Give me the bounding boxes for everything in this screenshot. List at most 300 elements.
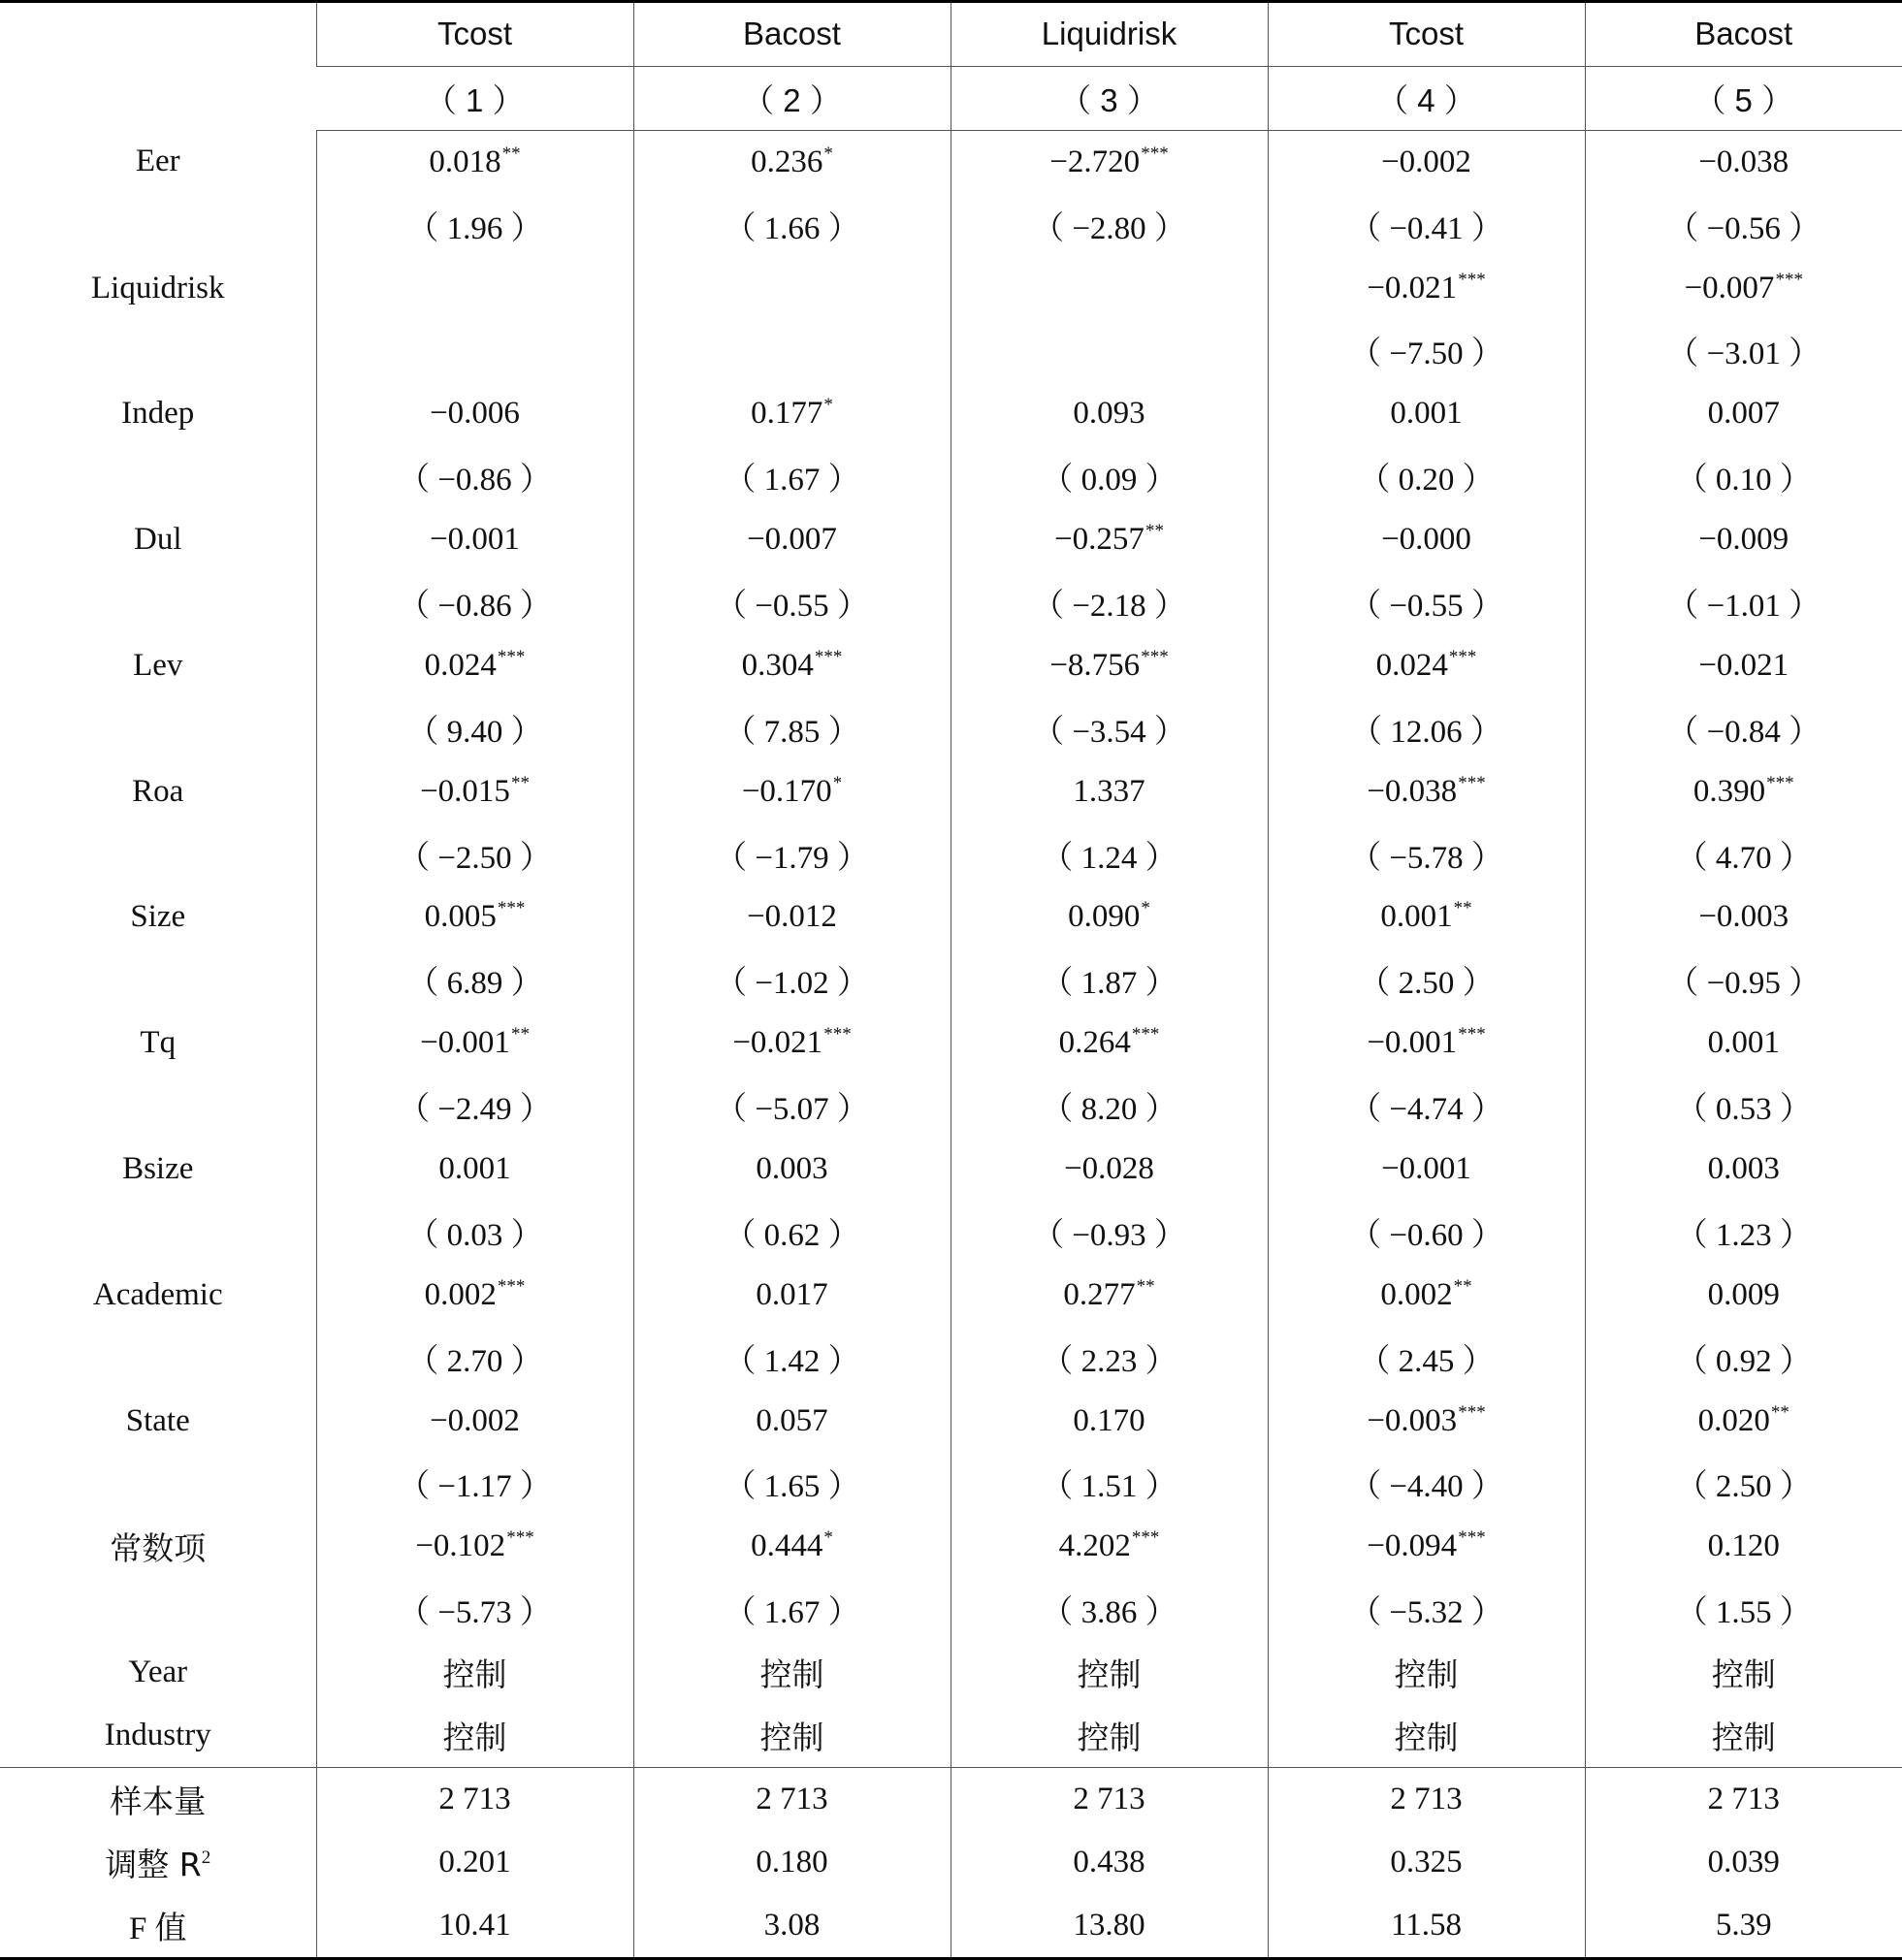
variable-name-spacer xyxy=(0,1075,316,1138)
t-stat-cell: （ 1.24 ） xyxy=(951,823,1268,886)
coef-cell xyxy=(1585,634,1902,697)
coef-cell xyxy=(1268,634,1585,697)
stat-value: 2 713 xyxy=(633,1767,951,1830)
coef-value: −0.009 xyxy=(1698,522,1789,558)
stat-value: 2 713 xyxy=(1585,1767,1902,1830)
coef-row xyxy=(0,130,1902,193)
control-value: 控制 xyxy=(1268,1704,1585,1767)
significance-stars: *** xyxy=(1141,646,1169,667)
variable-name: Bsize xyxy=(122,1150,194,1186)
control-value: 控制 xyxy=(633,1641,951,1704)
t-stat-row xyxy=(0,1075,1902,1138)
t-stat-cell: （ 1.42 ） xyxy=(633,1327,951,1390)
variable-name-spacer xyxy=(0,571,316,634)
t-stat-cell xyxy=(951,319,1268,382)
t-stat-cell: （ 2.45 ） xyxy=(1268,1327,1585,1390)
stat-label-f-value: F 值 xyxy=(0,1894,316,1958)
coef-value: −0.038 xyxy=(1698,144,1789,179)
coef-cell xyxy=(1268,1012,1585,1075)
coef-cell xyxy=(633,634,951,697)
t-stat-cell: （ 1.55 ） xyxy=(1585,1578,1902,1641)
coef-cell xyxy=(316,1390,633,1453)
significance-stars: *** xyxy=(1131,1024,1160,1045)
variable-name: Tq xyxy=(140,1025,177,1061)
model-number-1: （ 1 ） xyxy=(316,66,633,130)
t-stat-cell: （ −4.40 ） xyxy=(1268,1452,1585,1515)
coef-value: 0.090 xyxy=(1068,899,1141,935)
t-stat-cell: （ −5.07 ） xyxy=(633,1075,951,1138)
variable-name: Liquidrisk xyxy=(91,270,225,305)
coef-cell xyxy=(633,508,951,571)
coef-cell xyxy=(951,1012,1268,1075)
t-stat-cell: （ 2.50 ） xyxy=(1585,1452,1902,1515)
coef-value: 0.177 xyxy=(751,396,823,432)
t-stat-cell: （ −0.60 ） xyxy=(1268,1201,1585,1264)
stat-value: 0.201 xyxy=(316,1831,633,1894)
variable-name-spacer xyxy=(0,948,316,1012)
coef-cell xyxy=(316,1515,633,1578)
t-stat-cell: （ −0.86 ） xyxy=(316,571,633,634)
t-stat-cell: （ −5.73 ） xyxy=(316,1578,633,1641)
t-stat-cell: （ −0.56 ） xyxy=(1585,194,1902,257)
coef-value: 0.024 xyxy=(1375,647,1448,683)
coef-row xyxy=(0,1264,1902,1327)
control-value: 控制 xyxy=(951,1704,1268,1767)
coef-value: 0.003 xyxy=(1707,1150,1780,1186)
coef-value: −0.007 xyxy=(1684,270,1775,305)
stat-value: 0.039 xyxy=(1585,1831,1902,1894)
significance-stars: ** xyxy=(501,143,521,164)
t-stat-cell: （ −1.01 ） xyxy=(1585,571,1902,634)
adj-r2-label-text: 调整 R xyxy=(105,1845,202,1883)
coef-value: 0.093 xyxy=(1073,396,1145,432)
coef-value: −0.170 xyxy=(741,773,832,809)
coef-cell xyxy=(1268,130,1585,193)
variable-name-spacer xyxy=(0,445,316,508)
coef-value: −0.001 xyxy=(430,522,520,558)
coef-cell xyxy=(951,634,1268,697)
model-number-2: （ 2 ） xyxy=(633,66,951,130)
t-stat-row xyxy=(0,1452,1902,1515)
significance-stars: ** xyxy=(510,772,530,793)
significance-stars: * xyxy=(1141,898,1150,919)
t-stat-cell: （ 1.96 ） xyxy=(316,194,633,257)
coef-row xyxy=(0,257,1902,320)
significance-stars: *** xyxy=(1448,646,1477,667)
model-number-4: （ 4 ） xyxy=(1268,66,1585,130)
significance-stars: * xyxy=(832,772,843,793)
model-number-5: （ 5 ） xyxy=(1585,66,1902,130)
coef-value: 0.017 xyxy=(756,1276,828,1312)
variable-name-spacer xyxy=(0,823,316,886)
significance-stars: ** xyxy=(1136,1275,1155,1297)
header-col-5: Bacost xyxy=(1585,2,1902,67)
coef-value: −2.720 xyxy=(1049,144,1141,179)
stat-value: 3.08 xyxy=(633,1894,951,1958)
coef-cell xyxy=(1268,760,1585,823)
coef-cell xyxy=(316,1138,633,1201)
t-stat-cell: （ −0.41 ） xyxy=(1268,194,1585,257)
coef-cell xyxy=(633,1515,951,1578)
coef-value: −0.015 xyxy=(420,773,510,809)
t-stat-row xyxy=(0,571,1902,634)
variable-name-spacer xyxy=(0,319,316,382)
stat-value: 0.438 xyxy=(951,1831,1268,1894)
coef-value: −0.028 xyxy=(1064,1150,1154,1186)
stat-value: 13.80 xyxy=(951,1894,1268,1958)
variable-name-spacer xyxy=(0,697,316,760)
stat-row-f-value xyxy=(0,1894,1902,1958)
coef-row xyxy=(0,1138,1902,1201)
coef-value: 0.120 xyxy=(1707,1528,1780,1564)
coef-row xyxy=(0,508,1902,571)
coef-value: −0.001 xyxy=(420,1025,510,1061)
t-stat-row xyxy=(0,1327,1902,1390)
coef-cell xyxy=(1585,257,1902,320)
coef-value: −0.021 xyxy=(732,1025,823,1061)
significance-stars: *** xyxy=(497,898,526,919)
stat-label-adj-r2 xyxy=(0,1831,316,1894)
significance-stars: *** xyxy=(1458,1401,1486,1423)
table-footer xyxy=(0,1767,1902,1958)
coef-cell xyxy=(1585,1264,1902,1327)
t-stat-cell: （ 0.03 ） xyxy=(316,1201,633,1264)
coef-value: 0.057 xyxy=(756,1402,828,1438)
t-stat-cell: （ 1.87 ） xyxy=(951,948,1268,1012)
significance-stars: *** xyxy=(1458,1024,1486,1045)
coef-value: 0.003 xyxy=(756,1150,828,1186)
coef-cell xyxy=(316,1012,633,1075)
coef-cell xyxy=(633,1012,951,1075)
t-stat-row xyxy=(0,697,1902,760)
significance-stars: *** xyxy=(506,1527,534,1549)
control-row xyxy=(0,1704,1902,1767)
significance-stars: *** xyxy=(823,1024,852,1045)
stat-row-adj-r2 xyxy=(0,1831,1902,1894)
t-stat-cell: （ −0.84 ） xyxy=(1585,697,1902,760)
stat-value: 11.58 xyxy=(1268,1894,1585,1958)
variable-name-spacer xyxy=(0,1578,316,1641)
t-stat-cell: （ 1.66 ） xyxy=(633,194,951,257)
coef-cell xyxy=(633,885,951,948)
significance-stars: *** xyxy=(497,1275,526,1297)
coef-value: −0.003 xyxy=(1367,1402,1458,1438)
coef-cell xyxy=(316,382,633,445)
stat-value: 0.180 xyxy=(633,1831,951,1894)
coef-cell xyxy=(951,382,1268,445)
t-stat-cell: （ −2.50 ） xyxy=(316,823,633,886)
t-stat-cell: （ 0.10 ） xyxy=(1585,445,1902,508)
coef-cell xyxy=(951,130,1268,193)
stat-value: 0.325 xyxy=(1268,1831,1585,1894)
header-col-3: Liquidrisk xyxy=(951,2,1268,67)
coef-value: −0.000 xyxy=(1381,522,1471,558)
t-stat-cell: （ 1.65 ） xyxy=(633,1452,951,1515)
coef-value: 0.277 xyxy=(1063,1276,1136,1312)
t-stat-cell: （ −3.54 ） xyxy=(951,697,1268,760)
t-stat-cell: （ −7.50 ） xyxy=(1268,319,1585,382)
coef-row xyxy=(0,760,1902,823)
control-name: Year xyxy=(128,1655,188,1690)
t-stat-cell: （ −2.49 ） xyxy=(316,1075,633,1138)
significance-stars: ** xyxy=(1453,1275,1472,1297)
coef-cell xyxy=(1268,382,1585,445)
control-value: 控制 xyxy=(1585,1704,1902,1767)
t-stat-cell: （ 8.20 ） xyxy=(951,1075,1268,1138)
coef-cell xyxy=(633,1264,951,1327)
control-value: 控制 xyxy=(951,1641,1268,1704)
coef-cell xyxy=(633,1390,951,1453)
control-value: 控制 xyxy=(316,1704,633,1767)
coef-cell xyxy=(316,508,633,571)
coef-cell xyxy=(1268,1138,1585,1201)
coef-value: 0.024 xyxy=(424,647,497,683)
t-stat-row xyxy=(0,1578,1902,1641)
t-stat-cell xyxy=(316,319,633,382)
significance-stars: * xyxy=(823,395,833,416)
control-row xyxy=(0,1641,1902,1704)
coef-value: −0.002 xyxy=(430,1402,520,1438)
coef-value: −0.003 xyxy=(1698,899,1789,935)
coef-row xyxy=(0,1390,1902,1453)
t-stat-cell: （ 9.40 ） xyxy=(316,697,633,760)
coef-value: 1.337 xyxy=(1073,773,1145,809)
coef-value: 0.390 xyxy=(1692,773,1766,809)
coef-cell xyxy=(951,257,1268,320)
stat-value: 2 713 xyxy=(316,1767,633,1830)
coef-row xyxy=(0,382,1902,445)
variable-name: State xyxy=(125,1402,190,1438)
coef-cell xyxy=(316,760,633,823)
coef-value: 0.444 xyxy=(751,1528,823,1564)
coef-value: 0.236 xyxy=(751,144,823,179)
t-stat-cell: （ −2.80 ） xyxy=(951,194,1268,257)
coef-value: −0.012 xyxy=(747,899,837,935)
t-stat-cell: （ 7.85 ） xyxy=(633,697,951,760)
coef-value: −0.038 xyxy=(1367,773,1458,809)
coef-value: 0.001 xyxy=(1380,899,1453,935)
t-stat-cell: （ −0.55 ） xyxy=(633,571,951,634)
stat-row-sample-size xyxy=(0,1767,1902,1830)
coef-value: 0.002 xyxy=(424,1276,497,1312)
variable-name: Dul xyxy=(134,522,182,558)
coef-value: 0.007 xyxy=(1707,396,1780,432)
variable-name: Eer xyxy=(135,144,180,179)
coef-cell xyxy=(1585,382,1902,445)
coef-value: 4.202 xyxy=(1058,1528,1131,1564)
header-col-1: Tcost xyxy=(316,2,633,67)
coef-cell xyxy=(633,382,951,445)
t-stat-row xyxy=(0,319,1902,382)
t-stat-cell: （ 1.51 ） xyxy=(951,1452,1268,1515)
significance-stars: *** xyxy=(1766,772,1794,793)
t-stat-cell: （ −4.74 ） xyxy=(1268,1075,1585,1138)
variable-name-spacer xyxy=(0,1201,316,1264)
variable-name: Academic xyxy=(92,1276,223,1312)
coef-cell xyxy=(951,1390,1268,1453)
significance-stars: ** xyxy=(1453,898,1472,919)
variable-name: Roa xyxy=(132,773,184,809)
header-col-2: Bacost xyxy=(633,2,951,67)
coef-cell xyxy=(1585,1012,1902,1075)
coef-cell xyxy=(1268,1264,1585,1327)
stat-value: 5.39 xyxy=(1585,1894,1902,1958)
stat-value: 2 713 xyxy=(951,1767,1268,1830)
control-value: 控制 xyxy=(633,1704,951,1767)
coef-cell xyxy=(1585,130,1902,193)
control-rows xyxy=(0,1641,1902,1767)
coef-cell xyxy=(1585,1390,1902,1453)
variable-name-spacer xyxy=(0,194,316,257)
significance-stars: ** xyxy=(1144,521,1164,542)
coef-cell xyxy=(951,1138,1268,1201)
coef-value: −8.756 xyxy=(1049,647,1141,683)
coef-cell xyxy=(951,508,1268,571)
t-stat-cell: （ 1.67 ） xyxy=(633,1578,951,1641)
variable-name: Indep xyxy=(121,396,195,432)
header-col-4: Tcost xyxy=(1268,2,1585,67)
variable-name: 常数项 xyxy=(110,1532,207,1568)
stat-value: 10.41 xyxy=(316,1894,633,1958)
t-stat-cell: （ −1.17 ） xyxy=(316,1452,633,1515)
t-stat-cell: （ 0.53 ） xyxy=(1585,1075,1902,1138)
control-value: 控制 xyxy=(1585,1641,1902,1704)
coef-value: −0.001 xyxy=(1367,1025,1458,1061)
t-stat-cell: （ 0.09 ） xyxy=(951,445,1268,508)
coef-value: 0.304 xyxy=(741,647,814,683)
coef-cell xyxy=(633,1138,951,1201)
t-stat-cell: （ 2.23 ） xyxy=(951,1327,1268,1390)
coef-cell xyxy=(316,634,633,697)
coef-cell xyxy=(316,885,633,948)
t-stat-cell: （ −0.93 ） xyxy=(951,1201,1268,1264)
t-stat-cell: （ 2.50 ） xyxy=(1268,948,1585,1012)
t-stat-cell: （ 0.20 ） xyxy=(1268,445,1585,508)
coef-cell xyxy=(951,885,1268,948)
coef-value: 0.001 xyxy=(1707,1025,1780,1061)
variable-name: Size xyxy=(130,899,186,935)
coef-value: −0.021 xyxy=(1698,647,1789,683)
stat-value: 2 713 xyxy=(1268,1767,1585,1830)
significance-stars: *** xyxy=(1131,1527,1160,1549)
coef-cell xyxy=(633,760,951,823)
t-stat-cell: （ 1.67 ） xyxy=(633,445,951,508)
coef-cell xyxy=(951,1515,1268,1578)
t-stat-cell: （ 2.70 ） xyxy=(316,1327,633,1390)
coef-cell xyxy=(1268,885,1585,948)
coef-row xyxy=(0,634,1902,697)
significance-stars: * xyxy=(823,1527,833,1549)
coef-value: −0.001 xyxy=(1381,1150,1471,1186)
control-value: 控制 xyxy=(1268,1641,1585,1704)
t-stat-cell: （ −0.55 ） xyxy=(1268,571,1585,634)
significance-stars: *** xyxy=(1458,1527,1486,1549)
coef-value: −0.002 xyxy=(1381,144,1471,179)
significance-stars: *** xyxy=(497,646,526,667)
t-stat-cell: （ −3.01 ） xyxy=(1585,319,1902,382)
coef-row xyxy=(0,1515,1902,1578)
coef-value: −0.102 xyxy=(415,1528,506,1564)
stat-label-sample-size: 样本量 xyxy=(0,1767,316,1830)
r2-superscript: 2 xyxy=(201,1847,211,1868)
variable-name-spacer xyxy=(0,1452,316,1515)
significance-stars: ** xyxy=(510,1024,530,1045)
t-stat-row xyxy=(0,445,1902,508)
coef-cell xyxy=(951,760,1268,823)
coef-value: 0.001 xyxy=(1390,396,1463,432)
coef-cell xyxy=(316,130,633,193)
coef-cell xyxy=(1585,885,1902,948)
coef-value: 0.020 xyxy=(1697,1402,1770,1438)
coef-value: 0.170 xyxy=(1073,1402,1145,1438)
significance-stars: ** xyxy=(1770,1401,1789,1423)
coef-value: −0.007 xyxy=(747,522,837,558)
coef-row xyxy=(0,1012,1902,1075)
header-corner xyxy=(0,2,316,131)
coef-cell xyxy=(633,130,951,193)
t-stat-cell: （ −0.95 ） xyxy=(1585,948,1902,1012)
header-row-variables xyxy=(0,2,1902,67)
t-stat-cell: （ −0.86 ） xyxy=(316,445,633,508)
coef-cell xyxy=(1268,508,1585,571)
coef-row xyxy=(0,885,1902,948)
coef-value: −0.257 xyxy=(1054,522,1144,558)
control-value: 控制 xyxy=(316,1641,633,1704)
coef-value: 0.001 xyxy=(438,1150,511,1186)
coef-cell xyxy=(1268,257,1585,320)
coef-value: −0.094 xyxy=(1367,1528,1458,1564)
significance-stars: *** xyxy=(814,646,843,667)
coef-cell xyxy=(1585,760,1902,823)
t-stat-cell: （ 0.92 ） xyxy=(1585,1327,1902,1390)
coef-value: 0.264 xyxy=(1058,1025,1131,1061)
model-number-3: （ 3 ） xyxy=(951,66,1268,130)
table-body xyxy=(0,130,1902,1641)
t-stat-row xyxy=(0,948,1902,1012)
t-stat-cell: （ 3.86 ） xyxy=(951,1578,1268,1641)
coef-cell xyxy=(1268,1515,1585,1578)
coef-cell xyxy=(316,1264,633,1327)
t-stat-cell: （ −2.18 ） xyxy=(951,571,1268,634)
t-stat-cell xyxy=(633,319,951,382)
coef-cell xyxy=(1585,508,1902,571)
t-stat-cell: （ 1.23 ） xyxy=(1585,1201,1902,1264)
coef-value: 0.005 xyxy=(424,899,497,935)
t-stat-cell: （ 6.89 ） xyxy=(316,948,633,1012)
coef-value: −0.021 xyxy=(1367,270,1458,305)
t-stat-row xyxy=(0,823,1902,886)
t-stat-cell: （ −5.32 ） xyxy=(1268,1578,1585,1641)
t-stat-cell: （ 12.06 ） xyxy=(1268,697,1585,760)
significance-stars: * xyxy=(823,143,833,164)
t-stat-cell: （ −1.79 ） xyxy=(633,823,951,886)
significance-stars: *** xyxy=(1141,143,1169,164)
t-stat-cell: （ 4.70 ） xyxy=(1585,823,1902,886)
coef-cell xyxy=(1585,1138,1902,1201)
variable-name: Lev xyxy=(133,647,183,683)
significance-stars: *** xyxy=(1458,772,1486,793)
t-stat-cell: （ −1.02 ） xyxy=(633,948,951,1012)
coef-value: 0.009 xyxy=(1707,1276,1780,1312)
significance-stars: *** xyxy=(1775,269,1803,290)
coef-cell xyxy=(316,257,633,320)
t-stat-row xyxy=(0,1201,1902,1264)
t-stat-row xyxy=(0,194,1902,257)
variable-name-spacer xyxy=(0,1327,316,1390)
coef-cell xyxy=(633,257,951,320)
control-name: Industry xyxy=(104,1717,211,1752)
coef-cell xyxy=(1268,1390,1585,1453)
